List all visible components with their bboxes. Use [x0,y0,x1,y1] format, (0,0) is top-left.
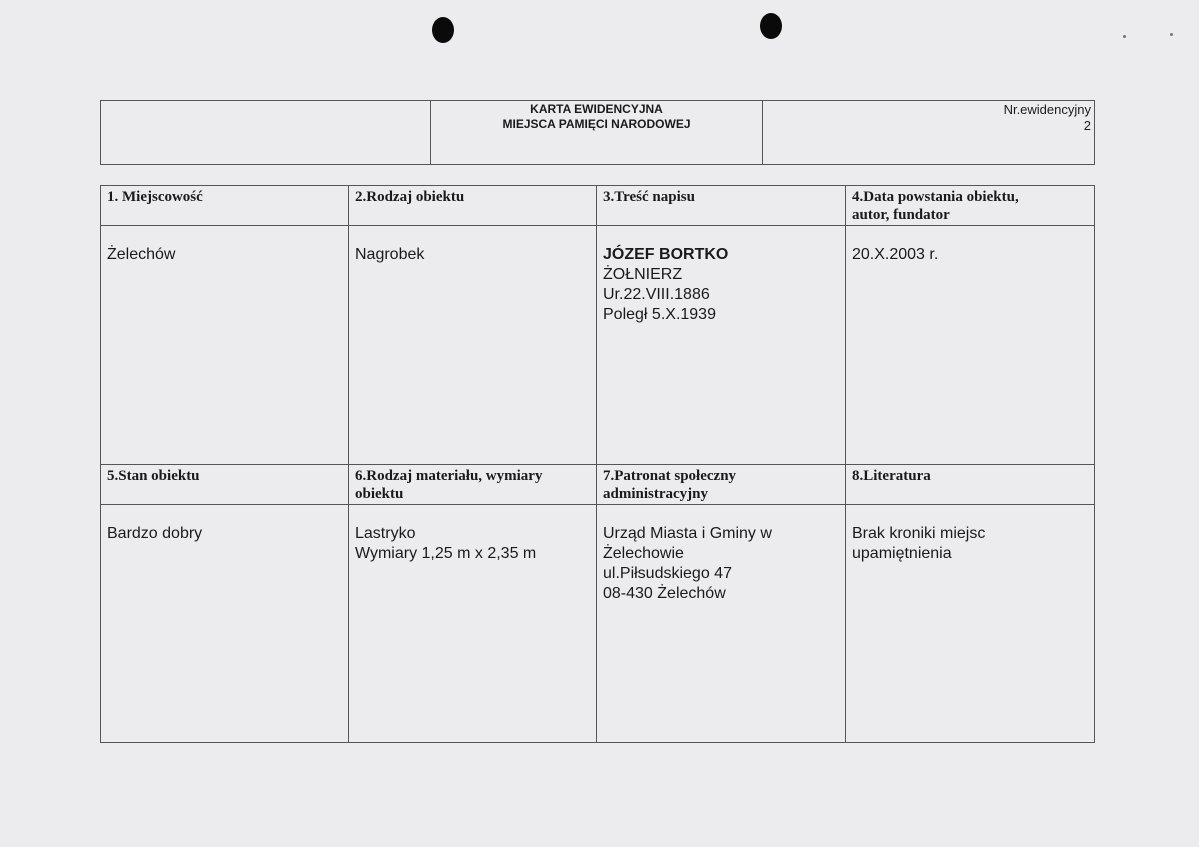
value-patronage: Urząd Miasta i Gminy w Żelechowie ul.Piłsudskiego 47 08-430 Żelechów [597,505,846,743]
header-object-type: 2.Rodzaj obiektu [349,186,597,226]
record-title-line1: KARTA EWIDENCYJNA [530,102,663,116]
header-patronage: 7.Patronat społeczny administracyjny [597,465,846,505]
value-material-dimensions: Lastryko Wymiary 1,25 m x 2,35 m [349,505,597,743]
record-header-table [100,100,1095,165]
header-date-author: 4.Data powstania obiektu, autor, fundator [846,186,1095,226]
record-title-line2: MIEJSCA PAMIĘCI NARODOWEJ [502,117,691,131]
header-condition: 5.Stan obiektu [101,465,349,505]
record-number-label: Nr.ewidencyjny [1003,102,1091,117]
record-number-value: 2 [1083,118,1091,133]
header-blank-cell [101,101,431,165]
punch-hole-left [432,17,454,43]
scan-speck [1123,35,1126,38]
value-object-type: Nagrobek [349,226,597,465]
scan-speck [1170,33,1173,36]
record-number-cell [763,101,1095,165]
value-date-author: 20.X.2003 r. [846,226,1095,465]
header-literature: 8.Literatura [846,465,1095,505]
record-title [431,101,763,165]
value-locality: Żelechów [101,226,349,465]
value-literature: Brak kroniki miejsc upamiętnienia [846,505,1095,743]
header-material-dimensions: 6.Rodzaj materiału, wymiary obiektu [349,465,597,505]
value-condition: Bardzo dobry [101,505,349,743]
header-inscription: 3.Treść napisu [597,186,846,226]
record-details-table [100,185,1095,743]
punch-hole-right [760,13,782,39]
value-inscription: JÓZEF BORTKO ŻOŁNIERZ Ur.22.VIII.1886 Poległ 5.X.1939 [597,226,846,465]
header-locality: 1. Miejscowość [101,186,349,226]
